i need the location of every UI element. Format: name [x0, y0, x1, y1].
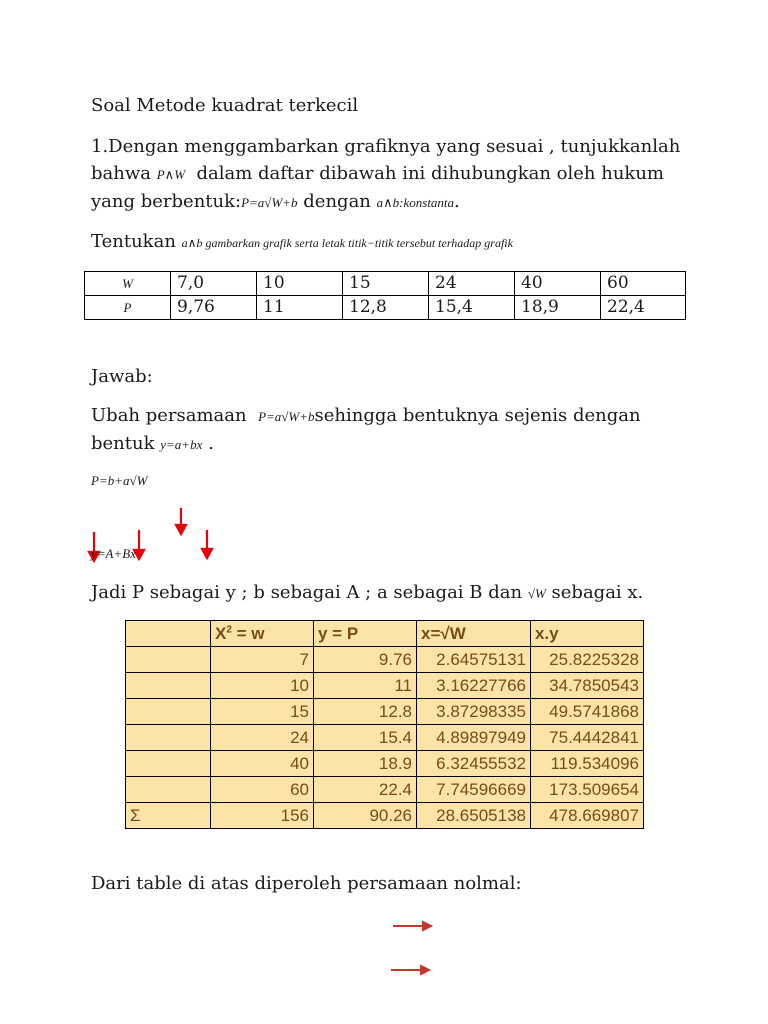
problem-line-2-text-b: dalam daftar dibawah ini dihubungkan oleh hukum — [196, 163, 665, 184]
table-cell: 25.8225328 — [531, 647, 644, 673]
arrow-right-icon — [393, 922, 431, 930]
table-cell: 75.4442841 — [531, 725, 644, 751]
table-row — [126, 777, 644, 803]
problem-line-2 — [91, 163, 664, 184]
table-cell: 34.7850543 — [531, 673, 644, 699]
header-cell-empty — [126, 621, 211, 647]
table-total-row — [126, 803, 644, 829]
right-arrows — [385, 915, 445, 980]
equation-p-and-w: P∧W — [156, 167, 186, 182]
problem-line-3-text-a: yang berbentuk: — [91, 191, 242, 212]
table-cell: 7 — [211, 647, 314, 673]
table-cell — [126, 699, 211, 725]
table-cell: 22.4 — [314, 777, 417, 803]
table-cell: 60 — [211, 777, 314, 803]
table-cell: 173.509654 — [531, 777, 644, 803]
table-cell — [126, 673, 211, 699]
arrow-right-icon — [391, 966, 429, 974]
row-label-p: P — [85, 296, 171, 320]
table-cell: 15.4 — [314, 725, 417, 751]
answer-line-3-text-a: Jadi P sebagai y ; b sebagai A ; a sebagai B dan — [91, 582, 523, 603]
table-cell: 15 — [343, 272, 429, 296]
answer-line-1 — [91, 405, 641, 426]
answer-heading: Jawab: — [91, 366, 153, 387]
header-cell-x-squared: $X^2 = w$ — [211, 621, 314, 647]
table-cell: 478.669807 — [531, 803, 644, 829]
table-cell: 156 — [211, 803, 314, 829]
page-title: Soal Metode kuadrat terkecil — [91, 95, 359, 116]
table-cell: 15,4 — [429, 296, 515, 320]
answer-line-2 — [91, 433, 214, 454]
table-cell: 49.5741868 — [531, 699, 644, 725]
table-row — [126, 725, 644, 751]
equation-linear: y=a+bx — [160, 437, 203, 452]
sigma-label: Σ — [126, 803, 211, 829]
table-cell: 28.6505138 — [417, 803, 531, 829]
calculation-table — [125, 620, 644, 829]
arrow-down-icon — [202, 530, 212, 558]
arrow-down-icon — [176, 508, 186, 534]
header-cell-xy: x.y — [531, 621, 644, 647]
table-cell: 40 — [515, 272, 601, 296]
table-cell: 9,76 — [171, 296, 257, 320]
table-cell: 4.89897949 — [417, 725, 531, 751]
equation-law: P=a√W+b — [241, 195, 298, 210]
table-cell: 24 — [211, 725, 314, 751]
table-cell: 9.76 — [314, 647, 417, 673]
table-cell: 40 — [211, 751, 314, 777]
table-cell: 15 — [211, 699, 314, 725]
equation-task: a∧b gambarkan grafik serta letak titik−titik tersebut terhadap grafik — [181, 236, 513, 250]
conclusion-text: Dari table di atas diperoleh persamaan nolmal: — [91, 873, 522, 894]
table-cell: 12.8 — [314, 699, 417, 725]
table-row — [126, 699, 644, 725]
problem-line-4 — [91, 231, 513, 252]
data-table — [84, 271, 686, 320]
problem-line-4-text-a: Tentukan — [91, 231, 176, 252]
answer-line-2-period: . — [208, 433, 214, 454]
table-cell: 11 — [257, 296, 343, 320]
table-cell — [126, 751, 211, 777]
answer-line-1-text-a: Ubah persamaan — [91, 405, 247, 426]
table-cell: 24 — [429, 272, 515, 296]
table-row-w — [85, 272, 686, 296]
header-cell-x: x=√W — [417, 621, 531, 647]
problem-line-1: 1.Dengan menggambarkan grafiknya yang sesuai , tunjukkanlah — [91, 136, 681, 157]
table-cell: 18,9 — [515, 296, 601, 320]
table-cell — [126, 725, 211, 751]
table-header-row — [126, 621, 644, 647]
row-label-w: W — [85, 272, 171, 296]
table-cell: 3.87298335 — [417, 699, 531, 725]
header-cell-y: y = P — [314, 621, 417, 647]
table-cell: 10 — [211, 673, 314, 699]
equation-sqrt-w: √W — [527, 586, 546, 601]
answer-line-2-text-a: bentuk — [91, 433, 155, 454]
table-cell: 90.26 — [314, 803, 417, 829]
table-cell: 6.32455532 — [417, 751, 531, 777]
problem-line-3-period: . — [454, 191, 460, 212]
table-cell: 22,4 — [601, 296, 686, 320]
table-cell: 7.74596669 — [417, 777, 531, 803]
answer-line-1-text-b: sehingga bentuknya sejenis dengan — [314, 405, 641, 426]
answer-line-3 — [91, 582, 643, 603]
table-cell: 7,0 — [171, 272, 257, 296]
table-cell: 119.534096 — [531, 751, 644, 777]
table-cell: 10 — [257, 272, 343, 296]
problem-line-3 — [91, 191, 460, 212]
equation-constants: a∧b:konstanta — [376, 195, 455, 210]
table-row — [126, 647, 644, 673]
table-cell: 12,8 — [343, 296, 429, 320]
equation-original: P=a√W+b — [258, 409, 315, 424]
table-cell — [126, 777, 211, 803]
table-cell: 11 — [314, 673, 417, 699]
table-row — [126, 751, 644, 777]
table-cell: 3.16227766 — [417, 673, 531, 699]
answer-line-3-text-b: sebagai x. — [551, 582, 644, 603]
equation-rearranged: P=b+a√W — [91, 473, 148, 488]
table-row — [126, 673, 644, 699]
table-cell — [126, 647, 211, 673]
table-cell: 18.9 — [314, 751, 417, 777]
equation-substituted: y=A+Bx — [91, 546, 136, 561]
problem-line-2-text-a: bahwa — [91, 163, 151, 184]
table-row-p — [85, 296, 686, 320]
table-cell: 60 — [601, 272, 686, 296]
table-cell: 2.64575131 — [417, 647, 531, 673]
problem-line-3-text-b: dengan — [303, 191, 371, 212]
